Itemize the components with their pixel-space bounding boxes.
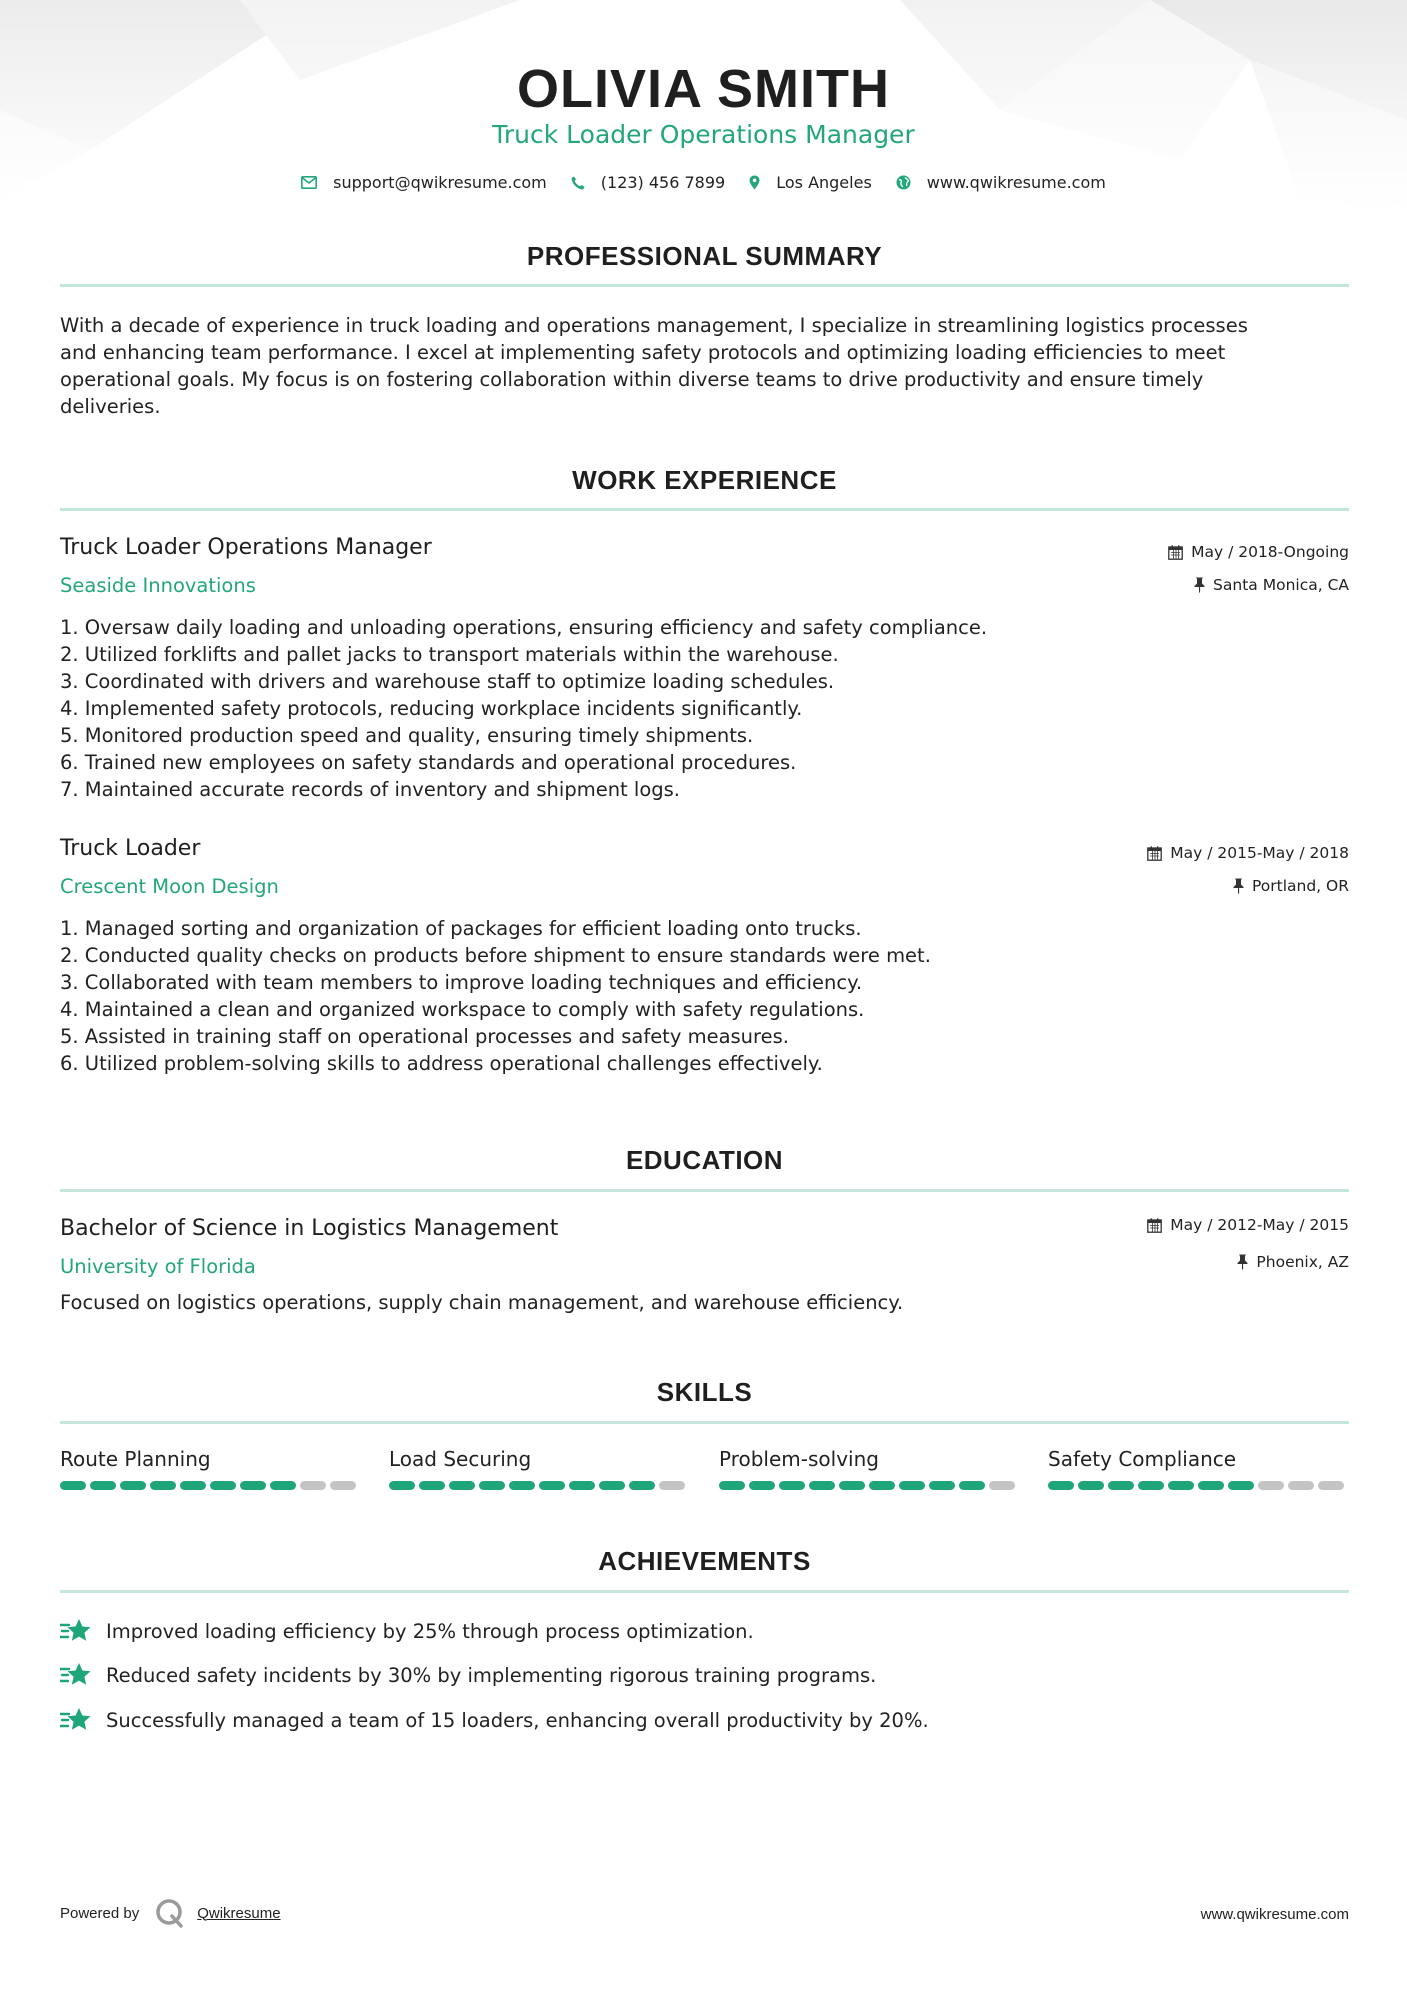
skill-segment-empty: [330, 1481, 356, 1490]
achievement-item: [60, 1618, 754, 1644]
achievement-text: Reduced safety incidents by 30% by implementing rigorous training programs.: [106, 1663, 877, 1687]
achievement-item: [60, 1707, 929, 1733]
school-name: University of Florida: [60, 1255, 256, 1278]
skill-segment-filled: [1168, 1481, 1194, 1490]
summary-text: [60, 312, 1349, 420]
job-location: [1233, 877, 1349, 895]
candidate-title: Truck Loader Operations Manager: [492, 120, 915, 149]
skill-segment-filled: [779, 1481, 805, 1490]
summary-divider: [60, 284, 1349, 287]
skill-segment-filled: [839, 1481, 865, 1490]
footer-branding: [60, 1898, 281, 1928]
skill-segment-filled: [959, 1481, 985, 1490]
pushpin-icon: [1237, 1254, 1248, 1270]
education-location: [1237, 1253, 1349, 1271]
job-location-text: Santa Monica, CA: [1213, 576, 1349, 594]
list-item: 6. Utilized problem-solving skills to address operational challenges effectively.: [60, 1052, 823, 1075]
star-icon: [60, 1662, 92, 1688]
job-title: Truck Loader Operations Manager: [60, 535, 432, 560]
list-item: 5. Monitored production speed and quality, ensuring timely shipments.: [60, 724, 754, 747]
skill-segment-filled: [509, 1481, 535, 1490]
experience-divider: [60, 508, 1349, 511]
skill-segment-filled: [809, 1481, 835, 1490]
job-duties-list: [60, 915, 1260, 1077]
degree-title: Bachelor of Science in Logistics Management: [60, 1216, 559, 1241]
qwikresume-link[interactable]: Qwikresume: [197, 1904, 281, 1922]
list-item: 2. Conducted quality checks on products before shipment to ensure standards were met.: [60, 944, 931, 967]
job-duties-list: [60, 614, 1260, 803]
skill-segment-filled: [1048, 1481, 1074, 1490]
skill-segment-empty: [659, 1481, 685, 1490]
skill-segment-filled: [389, 1481, 415, 1490]
skill-segment-filled: [180, 1481, 206, 1490]
skill-name: Load Securing: [389, 1447, 532, 1471]
list-item: 6. Trained new employees on safety standards and operational procedures.: [60, 751, 797, 774]
skill-segment-empty: [300, 1481, 326, 1490]
list-item: 1. Oversaw daily loading and unloading operations, ensuring efficiency and safety compliance.: [60, 616, 988, 639]
skill-segment-filled: [629, 1481, 655, 1490]
skill-segment-filled: [90, 1481, 116, 1490]
achievements-heading: ACHIEVEMENTS: [598, 1546, 811, 1576]
skill-segment-filled: [1228, 1481, 1254, 1490]
skill-segment-filled: [749, 1481, 775, 1490]
calendar-icon: [1168, 545, 1183, 560]
education-dates-text: May / 2012-May / 2015: [1170, 1216, 1349, 1234]
skills-heading: SKILLS: [656, 1377, 753, 1407]
summary-line: and enhancing team performance. I excel at implementing safety protocols and optimizing loading efficiencies to meet: [60, 341, 1226, 364]
skill-segment-filled: [449, 1481, 475, 1490]
skill-segment-filled: [150, 1481, 176, 1490]
job-dates: [1147, 844, 1349, 862]
pushpin-icon: [1194, 577, 1205, 593]
skill-segment-filled: [1138, 1481, 1164, 1490]
candidate-name: OLIVIA SMITH: [517, 59, 890, 119]
job-title: Truck Loader: [60, 836, 201, 861]
job-dates-text: May / 2018-Ongoing: [1191, 543, 1349, 561]
skill-level-bar: [1048, 1481, 1348, 1490]
skill-segment-filled: [419, 1481, 445, 1490]
contact-bar: [0, 173, 1407, 192]
skill-segment-filled: [1198, 1481, 1224, 1490]
contact-location: [749, 173, 872, 192]
star-icon: [60, 1707, 92, 1733]
skill-segment-filled: [1078, 1481, 1104, 1490]
summary-heading: PROFESSIONAL SUMMARY: [526, 241, 883, 271]
calendar-icon: [1147, 846, 1162, 861]
list-item: 1. Managed sorting and organization of packages for efficient loading onto trucks.: [60, 917, 862, 940]
star-icon: [60, 1618, 92, 1644]
pushpin-icon: [1233, 878, 1244, 894]
envelope-icon: [301, 176, 317, 189]
skill-segment-filled: [479, 1481, 505, 1490]
summary-line: operational goals. My focus is on fostering collaboration within diverse teams to drive productivity and ensure timely: [60, 368, 1204, 391]
list-item: 5. Assisted in training staff on operational processes and safety measures.: [60, 1025, 789, 1048]
job-company: Crescent Moon Design: [60, 875, 279, 898]
calendar-icon: [1147, 1218, 1162, 1233]
skill-segment-filled: [539, 1481, 565, 1490]
job-dates-text: May / 2015-May / 2018: [1170, 844, 1349, 862]
skill-segment-filled: [210, 1481, 236, 1490]
education-divider: [60, 1189, 1349, 1192]
skill-name: Safety Compliance: [1048, 1447, 1237, 1471]
skill-level-bar: [60, 1481, 360, 1490]
achievements-divider: [60, 1590, 1349, 1593]
skill-item: [719, 1447, 1019, 1490]
achievement-text: Successfully managed a team of 15 loaders, enhancing overall productivity by 20%.: [106, 1708, 929, 1732]
summary-line: deliveries.: [60, 395, 161, 418]
qwikresume-logo-icon: [155, 1898, 185, 1928]
skill-segment-empty: [1288, 1481, 1314, 1490]
skill-segment-filled: [599, 1481, 625, 1490]
footer-website[interactable]: www.qwikresume.com: [1200, 1906, 1349, 1923]
contact-email[interactable]: [301, 173, 547, 192]
list-item: 7. Maintained accurate records of inventory and shipment logs.: [60, 778, 680, 801]
globe-icon: [896, 175, 911, 190]
job-company: Seaside Innovations: [60, 574, 256, 597]
website-text: www.qwikresume.com: [926, 173, 1106, 192]
job-location-text: Portland, OR: [1251, 877, 1349, 895]
education-description: Focused on logistics operations, supply chain management, and warehouse efficiency.: [60, 1291, 904, 1314]
map-pin-icon: [749, 175, 760, 190]
skill-segment-filled: [240, 1481, 266, 1490]
list-item: 4. Maintained a clean and organized workspace to comply with safety regulations.: [60, 998, 865, 1021]
skills-divider: [60, 1421, 1349, 1424]
skill-segment-filled: [929, 1481, 955, 1490]
list-item: 3. Coordinated with drivers and warehouse staff to optimize loading schedules.: [60, 670, 835, 693]
skill-segment-filled: [719, 1481, 745, 1490]
summary-line: With a decade of experience in truck loading and operations management, I specialize in streamlining logistics processes: [60, 314, 1248, 337]
skill-segment-filled: [899, 1481, 925, 1490]
job-dates: [1168, 543, 1349, 561]
skill-segment-filled: [869, 1481, 895, 1490]
skill-segment-empty: [1258, 1481, 1284, 1490]
skill-level-bar: [389, 1481, 689, 1490]
skill-level-bar: [719, 1481, 1019, 1490]
achievement-item: [60, 1662, 876, 1688]
education-location-text: Phoenix, AZ: [1256, 1253, 1349, 1271]
skill-segment-empty: [1318, 1481, 1344, 1490]
contact-website[interactable]: [896, 173, 1106, 192]
achievement-text: Improved loading efficiency by 25% through process optimization.: [106, 1619, 754, 1643]
skill-item: [1048, 1447, 1348, 1490]
skill-name: Problem-solving: [719, 1447, 879, 1471]
skill-segment-empty: [989, 1481, 1015, 1490]
skill-segment-filled: [120, 1481, 146, 1490]
skill-segment-filled: [569, 1481, 595, 1490]
education-dates: [1147, 1216, 1349, 1234]
phone-text: (123) 456 7899: [600, 173, 726, 192]
skill-segment-filled: [60, 1481, 86, 1490]
list-item: 2. Utilized forklifts and pallet jacks to transport materials within the warehouse.: [60, 643, 839, 666]
list-item: 4. Implemented safety protocols, reducing workplace incidents significantly.: [60, 697, 803, 720]
education-heading: EDUCATION: [625, 1145, 784, 1175]
contact-phone[interactable]: [571, 173, 725, 192]
experience-heading: WORK EXPERIENCE: [572, 465, 837, 495]
skill-segment-filled: [270, 1481, 296, 1490]
email-text: support@qwikresume.com: [333, 173, 547, 192]
list-item: 3. Collaborated with team members to improve loading techniques and efficiency.: [60, 971, 863, 994]
skill-item: [60, 1447, 360, 1490]
skill-segment-filled: [1108, 1481, 1134, 1490]
skill-name: Route Planning: [60, 1447, 211, 1471]
skill-item: [389, 1447, 689, 1490]
powered-by-label: Powered by: [60, 1904, 140, 1922]
phone-icon: [571, 176, 585, 190]
location-text: Los Angeles: [776, 173, 872, 192]
job-location: [1194, 576, 1349, 594]
